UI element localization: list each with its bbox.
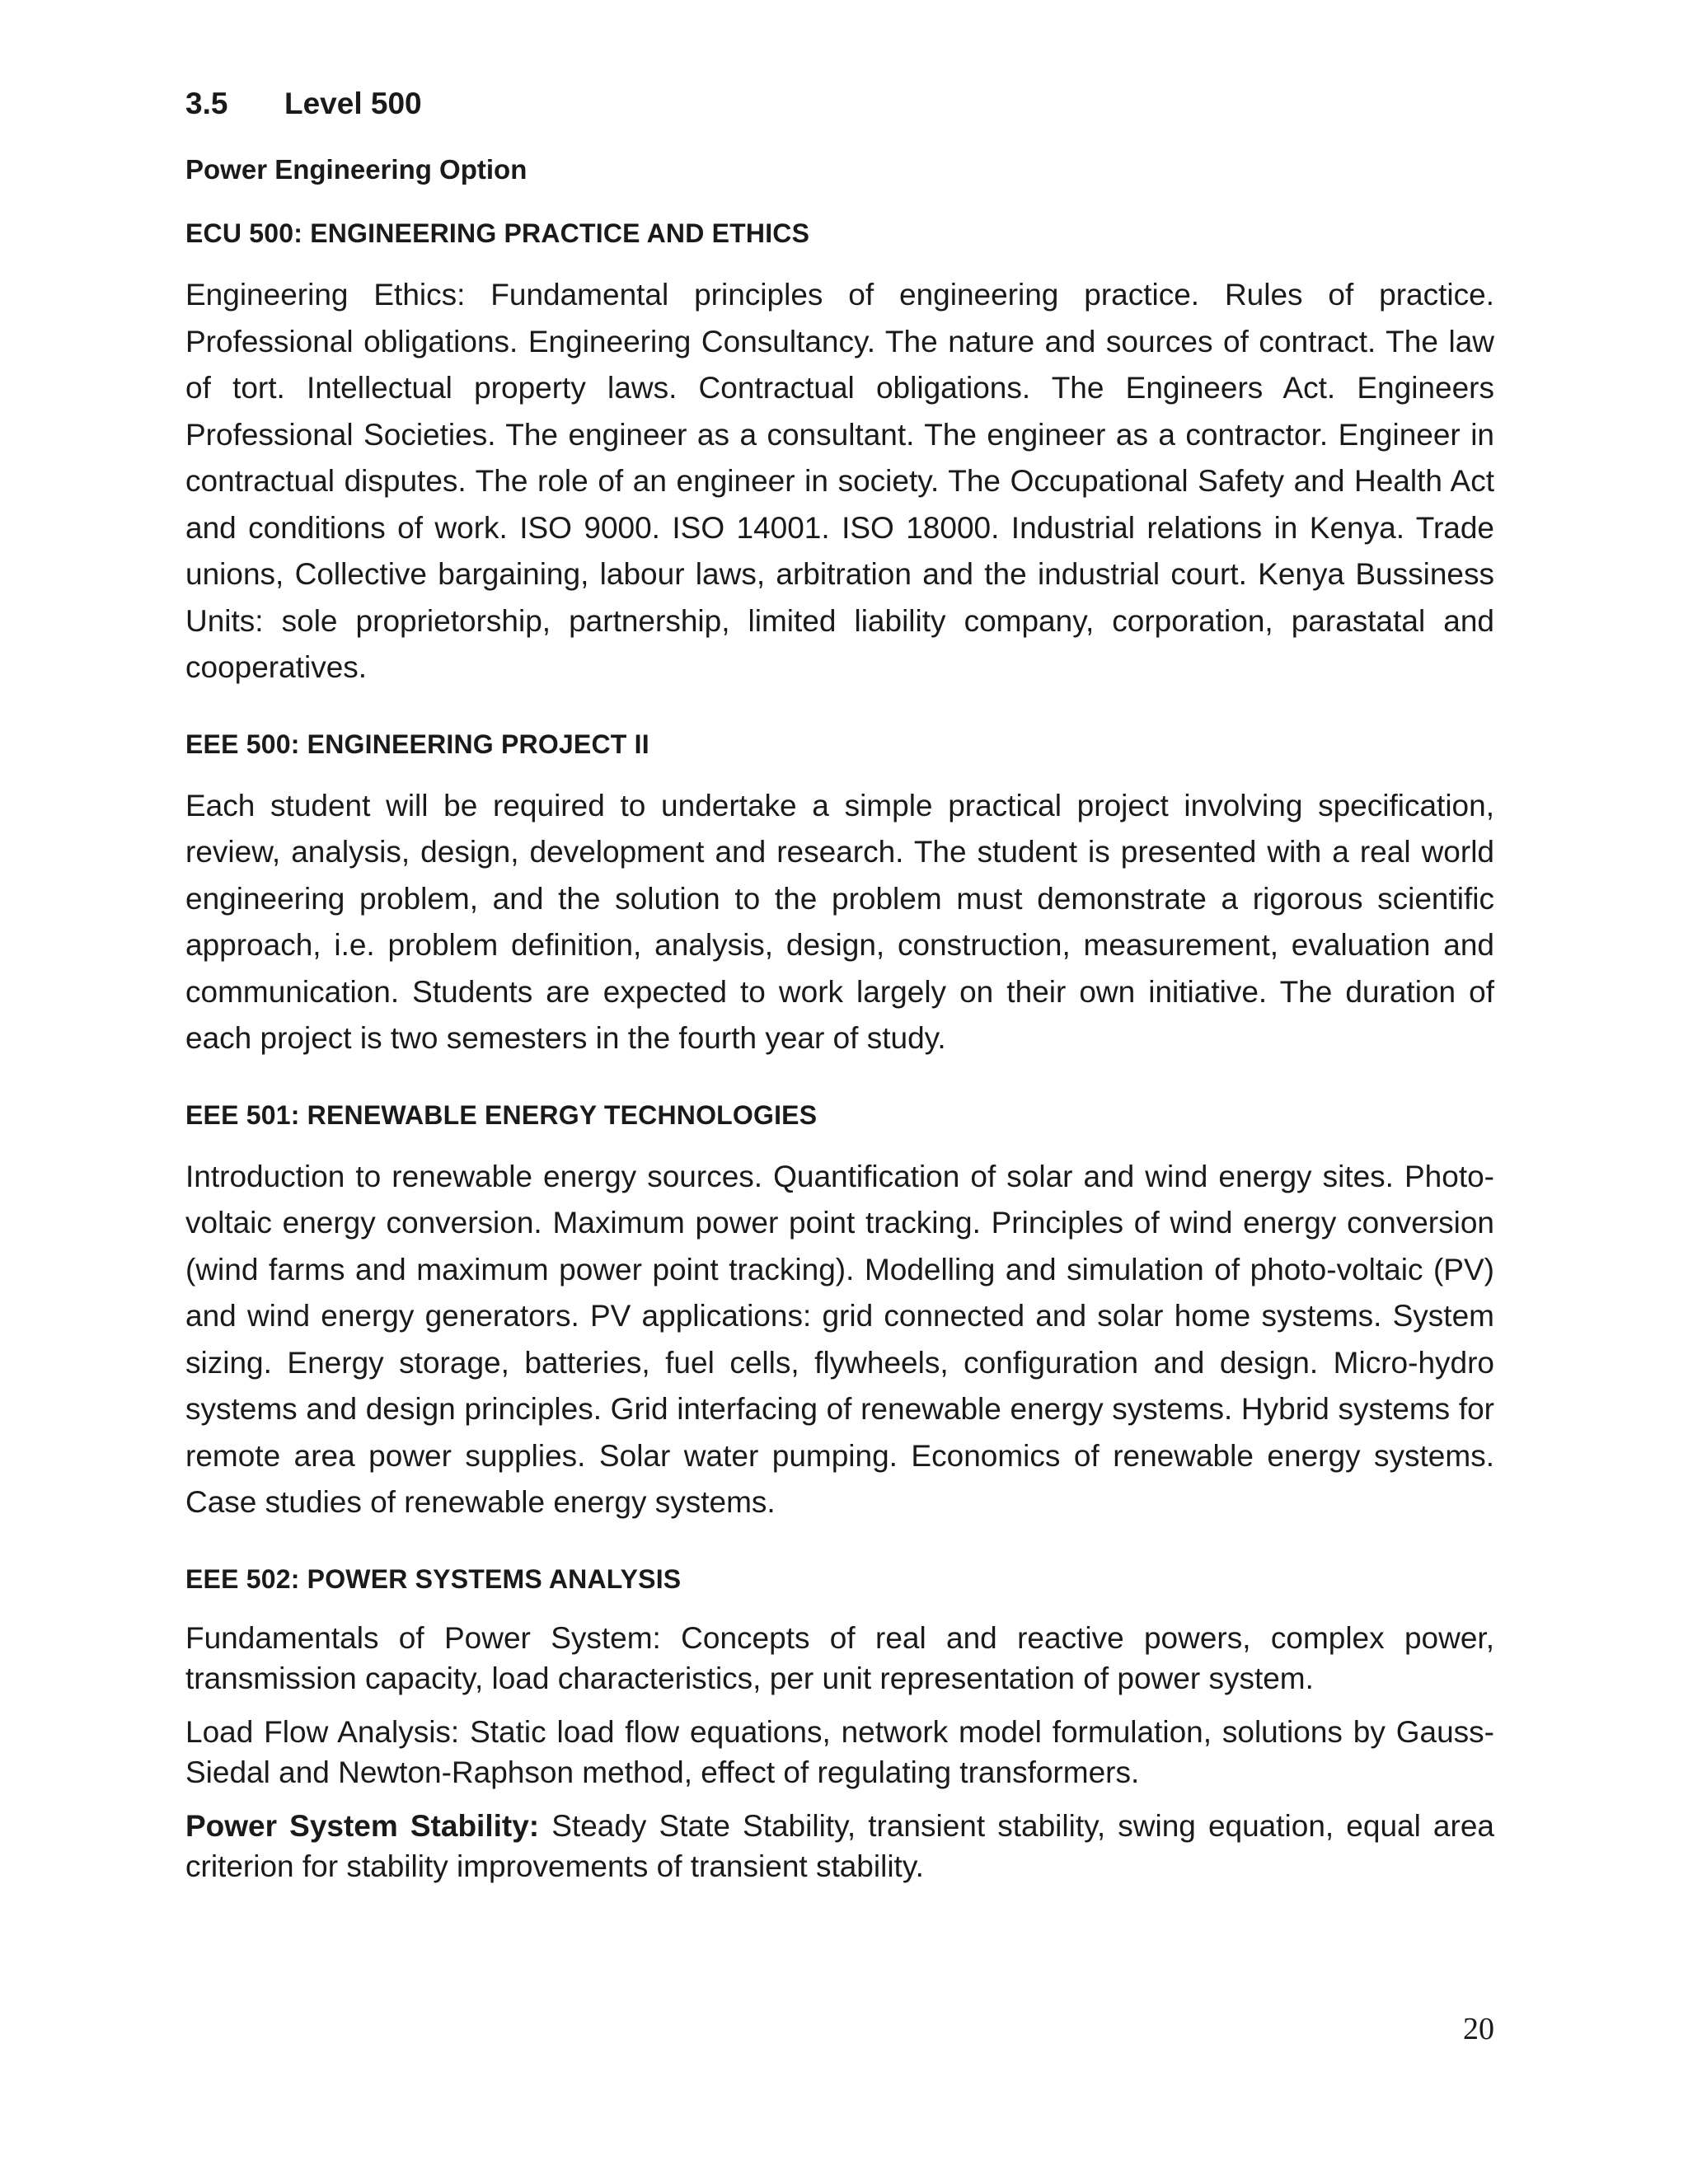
section-heading [185,87,1494,121]
course-description-eee500: Each student will be required to undertake a simple practical project involving specification, review, analysis, design, development and research. The student is presented with a real world engineering problem, and the solution to the problem must demonstrate a rigorous scientific approach, i.e. problem definition, analysis, design, construction, measurement, evaluation and communication. Students are expected to work largely on their own initiative. The duration of each project is two semesters in the fourth year of study. [185,788,1494,1055]
course-paragraph-stability [185,1806,1494,1886]
stability-lead-label: Power System Stability: [185,1808,540,1843]
course-paragraph-load-flow: Load Flow Analysis: Static load flow equations, network model formulation, solutions by Gauss-Siedal and Newton-Raphson method, effect of regulating transformers. [185,1714,1494,1789]
course-title-eee500: EEE 500: ENGINEERING PROJECT II [185,729,649,759]
section-title: Level 500 [284,87,422,120]
section-number: 3.5 [185,87,228,120]
course-title-ecu500: ECU 500: ENGINEERING PRACTICE AND ETHICS [185,218,810,248]
course-title-eee502: EEE 502: POWER SYSTEMS ANALYSIS [185,1563,682,1594]
course-description-eee501: Introduction to renewable energy sources. Quantification of solar and wind energy sites. Photo-voltaic energy conversion. Maximum power point tracking. Principles of wind energy conversion (wind farms and maximum power point tracking). Modelling and simulation of photo-voltaic (PV) and wind energy generators. PV applications: grid connected and solar home systems. System sizing. Energy storage, batteries, fuel cells, flywheels, configuration and design. Micro-hydro systems and design principles. Grid interfacing of renewable energy systems. Hybrid systems for remote area power supplies. Solar water pumping. Economics of renewable energy systems. Case studies of renewable energy systems. [185,1159,1494,1519]
course-paragraph-fundamentals: Fundamentals of Power System: Concepts of real and reactive powers, complex power, transmission capacity, load characteristics, per unit representation of power system. [185,1620,1494,1695]
option-title: Power Engineering Option [185,154,528,185]
page-number: 20 [1463,2012,1494,2046]
course-title-eee501: EEE 501: RENEWABLE ENERGY TECHNOLOGIES [185,1099,818,1130]
course-description-ecu500: Engineering Ethics: Fundamental principles of engineering practice. Rules of practice. Professional obligations. Engineering Consultancy. The nature and sources of contract. The law of tort. Intellectual property laws. Contractual obligations. The Engineers Act. Engineers Professional Societies. The engineer as a consultant. The engineer as a contractor. Engineer in contractual disputes. The role of an engineer in society. The Occupational Safety and Health Act and conditions of work. ISO 9000. ISO 14001. ISO 18000. Industrial relations in Kenya. Trade unions, Collective bargaining, labour laws, arbitration and the industrial court. Kenya Bussiness Units: sole proprietorship, partnership, limited liability company, corporation, parastatal and cooperatives. [185,278,1494,684]
document-page [185,87,1494,1900]
stability-text: Steady State Stability, transient stability, swing equation, equal area criterion for stability improvements of transient stability. [185,1808,1494,1883]
